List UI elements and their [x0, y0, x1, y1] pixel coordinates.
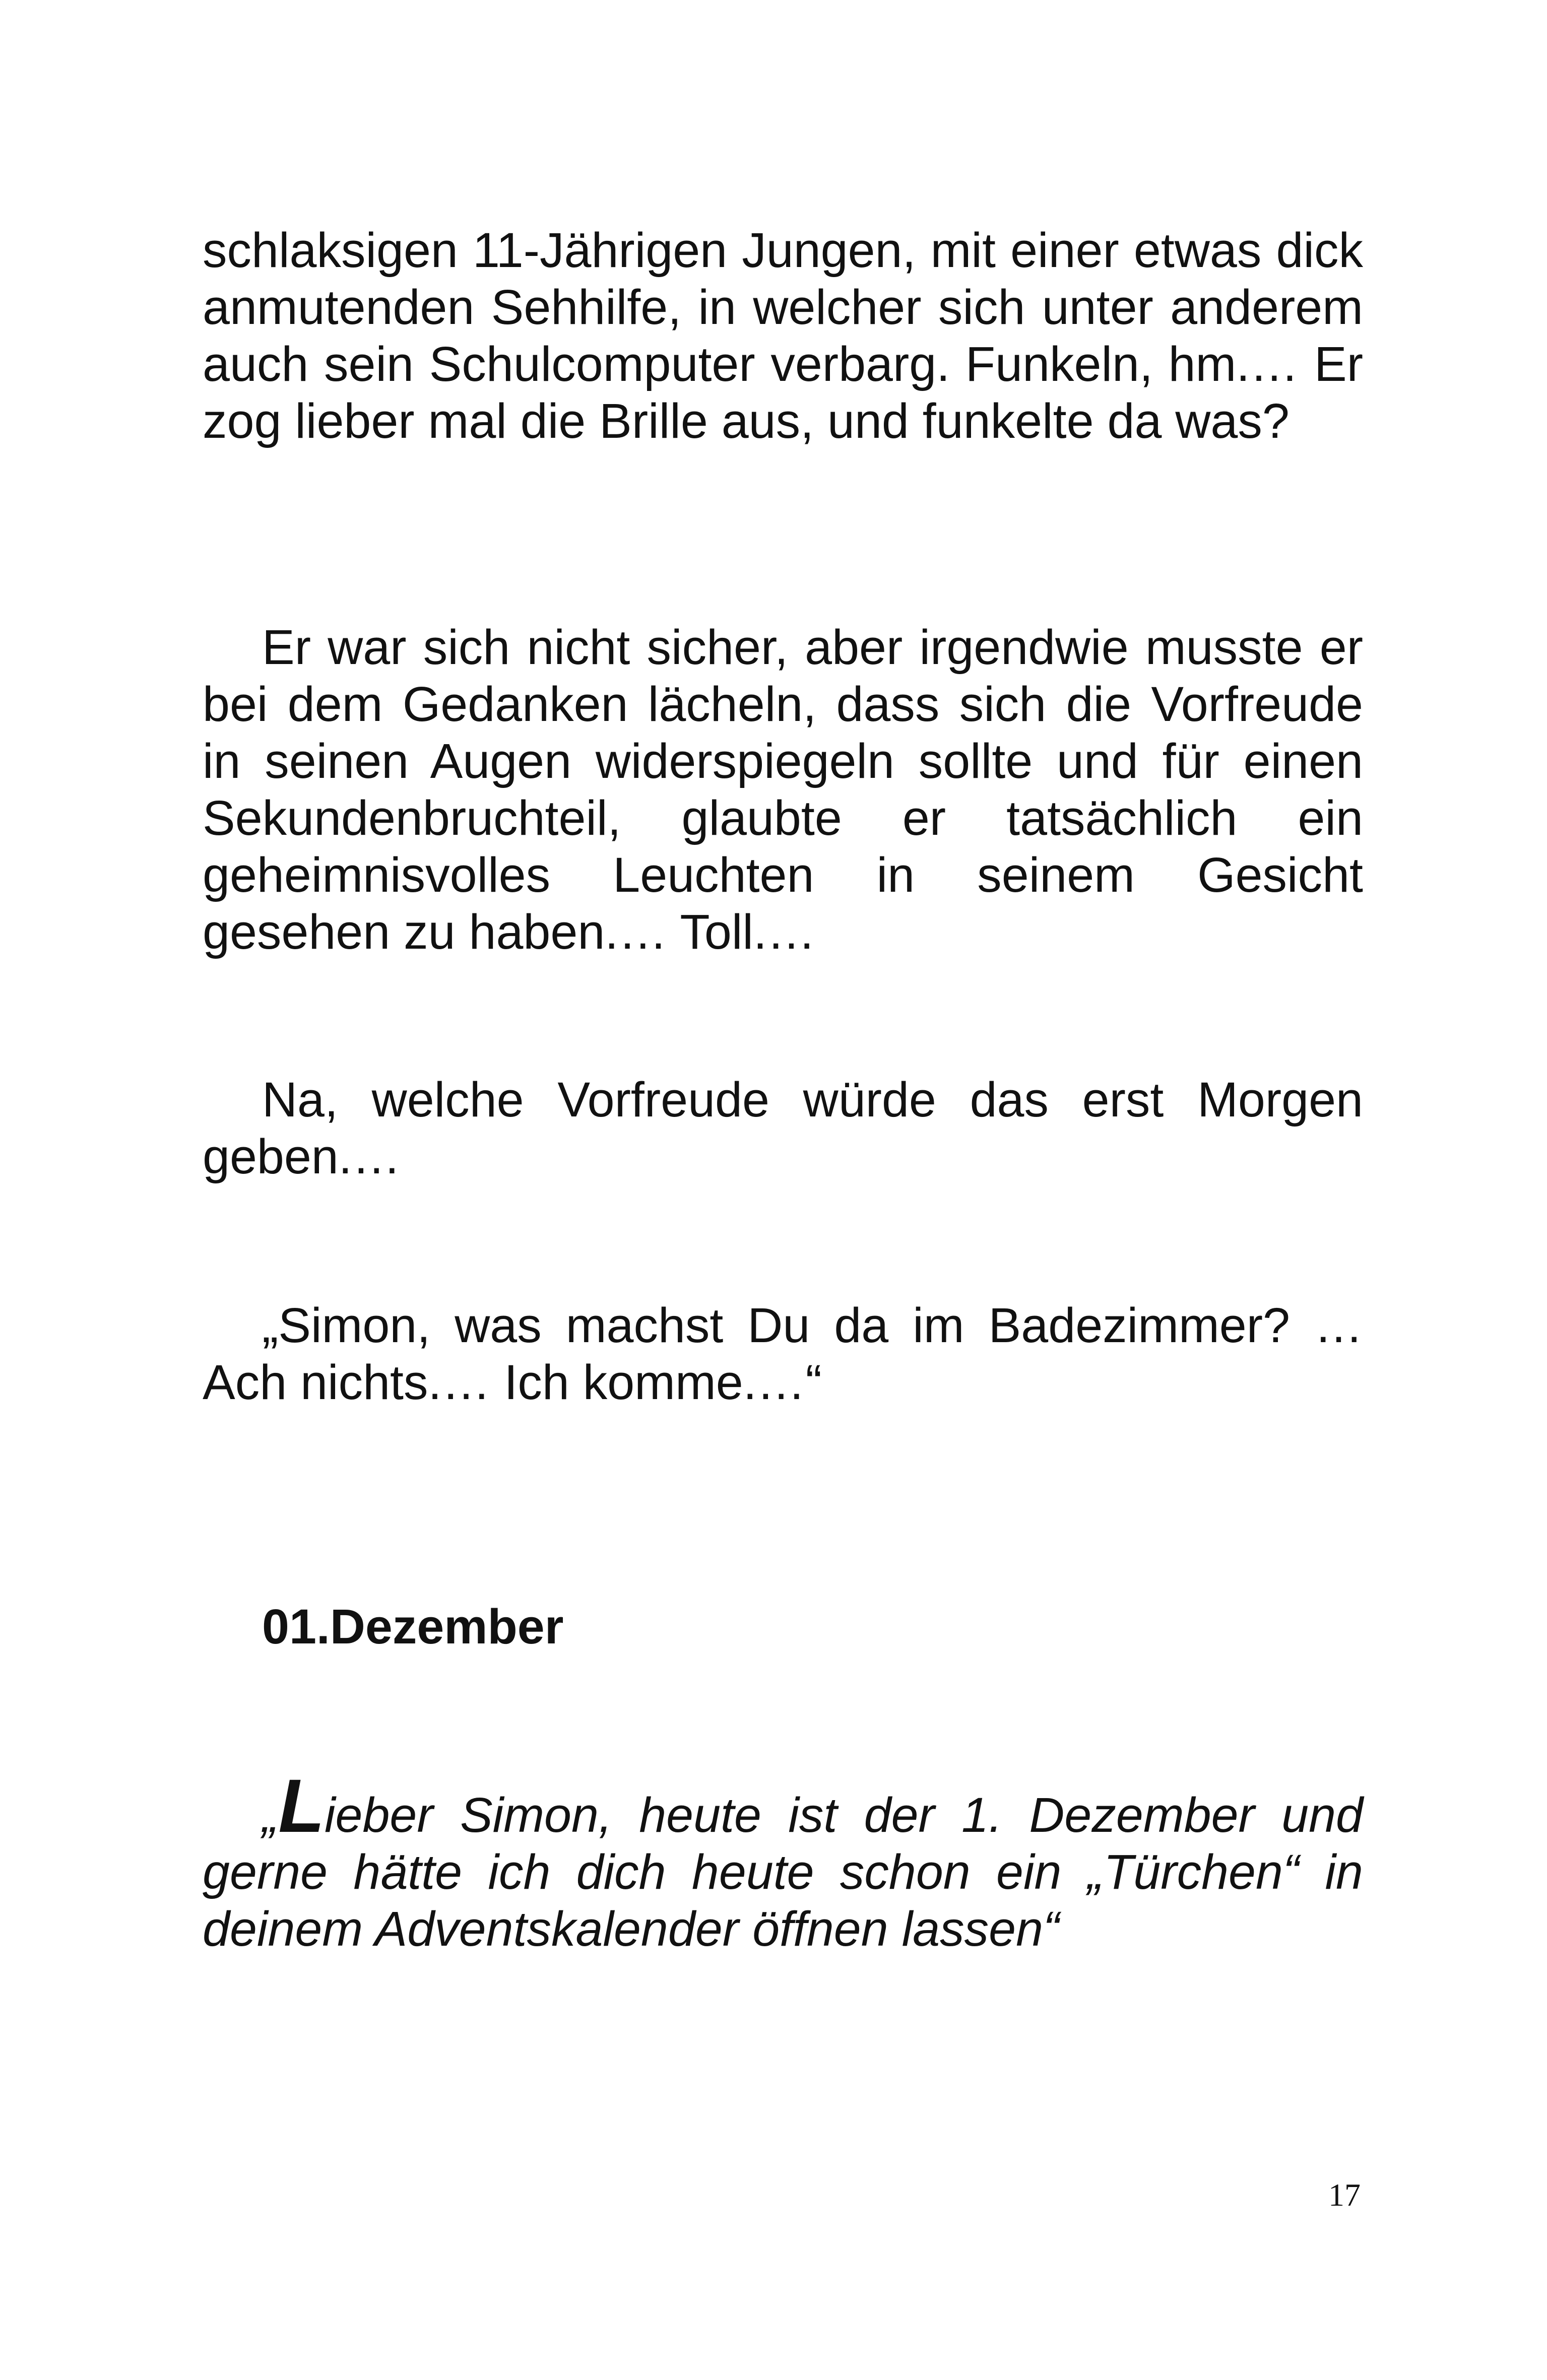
paragraph-2: Er war sich nicht sicher, aber irgendwie musste er bei dem Gedanken lächeln, dass sich die Vorfreude in seinen Augen widerspiegeln sollte und für einen Sekundenbruchteil, glaubte er tatsächlich ein geheimnisvolles Leuchten in seinem Gesicht gesehen zu haben.… Toll.… [203, 620, 1363, 959]
letter-initial: L [278, 1763, 325, 1848]
letter-text: ieber Simon, heute ist der 1. Dezember und gerne hätte ich dich heute schon ein „Türchen“ in deinem Adventskalender öffnen lassen“ [203, 1788, 1363, 1956]
paragraph-4: „Simon, was machst Du da im Badezimmer? … Ach nichts.… Ich komme.…“ [203, 1298, 1363, 1410]
paragraph-3: Na, welche Vorfreude würde das erst Morgen geben.… [203, 1072, 1363, 1184]
paragraph-1: schlaksigen 11-Jährigen Jungen, mit einer etwas dick anmutenden Sehhilfe, in welcher sich unter anderem auch sein Schulcomputer verbarg. Funkeln, hm.… Er zog lieber mal die Brille aus, und funkelte da was? [203, 223, 1363, 448]
page-number: 17 [1328, 2177, 1361, 2213]
chapter-heading: 01.Dezember [262, 1599, 564, 1654]
letter-open-quote: „ [262, 1788, 279, 1842]
letter-paragraph [203, 1763, 1363, 1957]
